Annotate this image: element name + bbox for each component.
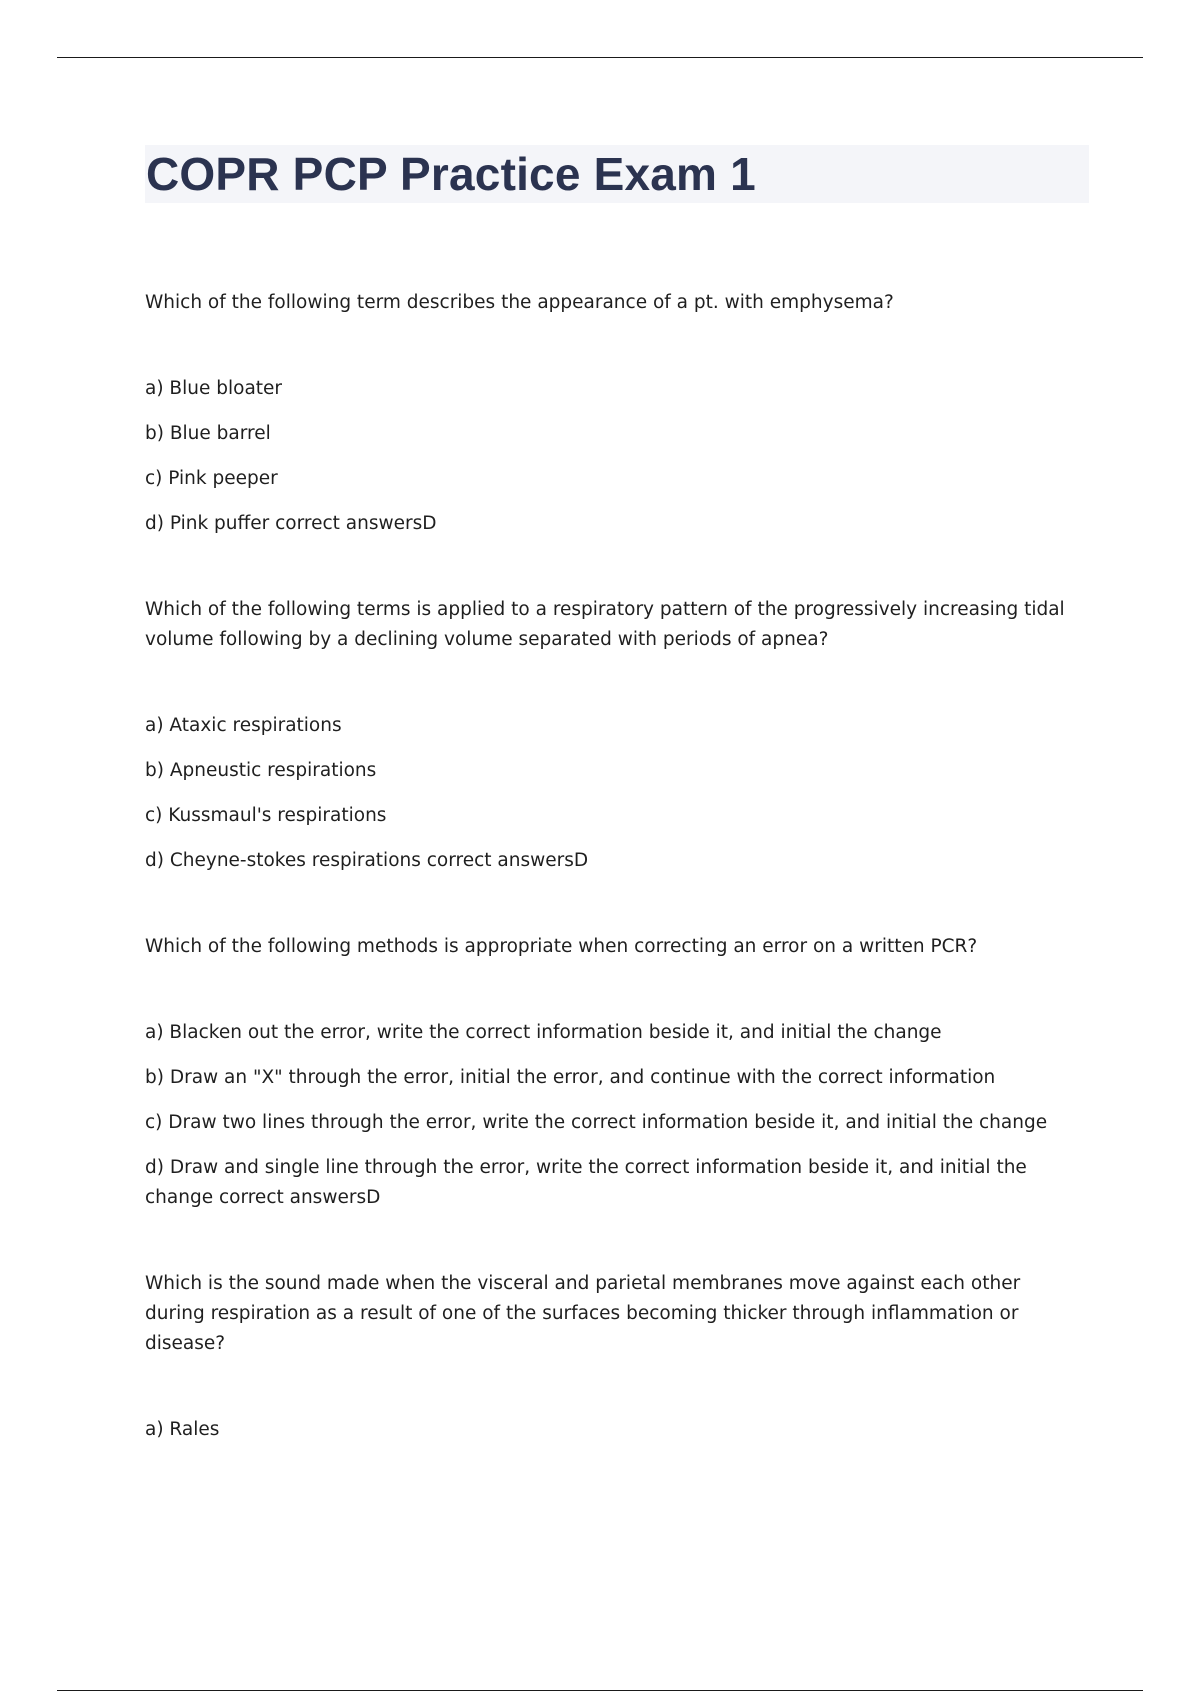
header-rule — [57, 57, 1143, 58]
answer-option-c: c) Draw two lines through the error, write the correct information beside it, and initial the change — [145, 1112, 1048, 1133]
answer-option-a: a) Blue bloater — [145, 378, 283, 399]
question-4 — [145, 1269, 1080, 1445]
answer-option-b: b) Apneustic respirations — [145, 760, 377, 781]
page-title: COPR PCP Practice Exam 1 — [146, 148, 756, 200]
answer-option-c: c) Kussmaul's respirations — [145, 805, 387, 826]
answer-option-a: a) Blacken out the error, write the correct information beside it, and initial the change — [145, 1022, 942, 1043]
footer-rule — [57, 1690, 1143, 1691]
document-body — [145, 288, 1080, 1501]
answer-option-a: a) Rales — [145, 1419, 220, 1440]
question-text: Which of the following terms is applied to a respiratory pattern of the progressively increasing tidal volume following by a declining volume separated with periods of apnea? — [145, 599, 1065, 650]
answer-option-b: b) Draw an "X" through the error, initial the error, and continue with the correct information — [145, 1067, 996, 1088]
answer-option-d: d) Pink puffer correct answersD — [145, 513, 437, 534]
answer-option-b: b) Blue barrel — [145, 423, 271, 444]
answer-option-a: a) Ataxic respirations — [145, 715, 342, 736]
question-2 — [145, 595, 1080, 876]
question-text: Which is the sound made when the visceral and parietal membranes move against each other during respiration as a result of one of the surfaces becoming thicker through inflammation or disease? — [145, 1273, 1021, 1354]
answer-option-d: d) Draw and single line through the error, write the correct information beside it, and initial the change correct answersD — [145, 1157, 1027, 1208]
question-text: Which of the following term describes the appearance of a pt. with emphysema? — [145, 292, 894, 313]
question-3 — [145, 932, 1080, 1213]
answer-option-d: d) Cheyne-stokes respirations correct answersD — [145, 850, 589, 871]
question-1 — [145, 288, 1080, 539]
answer-option-c: c) Pink peeper — [145, 468, 278, 489]
question-text: Which of the following methods is appropriate when correcting an error on a written PCR? — [145, 936, 978, 957]
